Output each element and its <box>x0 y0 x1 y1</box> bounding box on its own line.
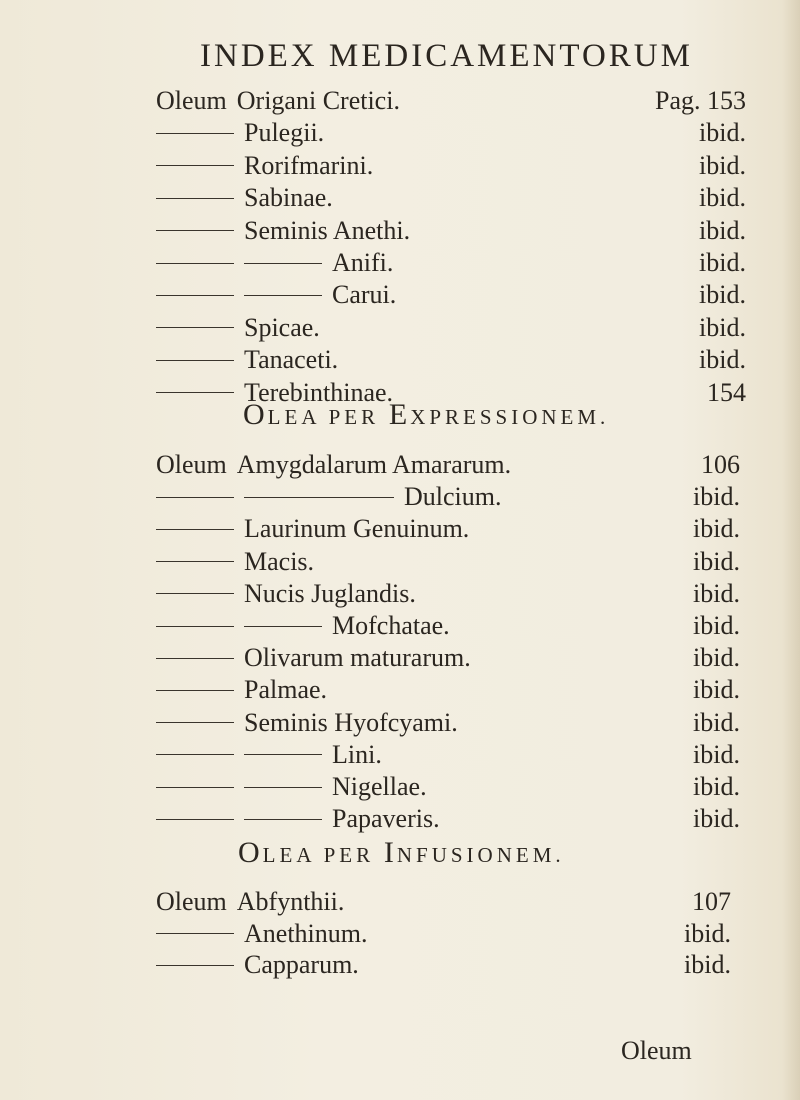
index-entry <box>156 770 776 804</box>
ditto-dash <box>244 295 322 296</box>
entry-name: Laurinum Genuinum. <box>244 514 470 544</box>
entry-name: Rorifmarini. <box>244 150 374 180</box>
entry-name: Nigellae. <box>332 772 427 801</box>
ditto-dash <box>244 754 322 755</box>
ditto-dash <box>156 263 234 264</box>
index-entry <box>156 278 776 312</box>
ditto-dash <box>156 965 234 966</box>
entry-name: Seminis Hyofcyami. <box>244 707 458 737</box>
entry-lead-word: Oleum <box>156 887 227 916</box>
ditto-dash <box>156 133 234 134</box>
entry-page-ref: ibid. <box>684 918 731 948</box>
entry-page-ref: ibid. <box>699 345 746 375</box>
entry-name: Origani Cretici. <box>236 86 400 115</box>
ditto-dash <box>156 360 234 361</box>
entry-page-ref: ibid. <box>693 739 740 769</box>
index-entry <box>156 885 776 919</box>
index-entry <box>156 917 776 951</box>
entry-name: Capparum. <box>244 950 359 979</box>
entry-name: Olivarum maturarum. <box>244 643 471 673</box>
index-entry <box>156 246 776 280</box>
entry-page-ref: ibid. <box>693 804 740 834</box>
entry-lead-word: Oleum <box>156 450 227 479</box>
entry-page-ref: ibid. <box>693 643 740 673</box>
entry-page-ref: ibid. <box>693 578 740 608</box>
ditto-dash <box>244 497 394 498</box>
entry-page-ref: ibid. <box>699 215 746 245</box>
index-entry <box>156 181 776 215</box>
index-entry <box>156 214 776 248</box>
entry-name: Papaveris. <box>332 804 440 834</box>
entry-name: Lini. <box>332 739 382 769</box>
index-entry <box>156 673 776 707</box>
ditto-dash <box>244 626 322 627</box>
index-entry <box>156 116 776 150</box>
entry-page-ref: ibid. <box>693 546 740 576</box>
heading-small-caps: XPRESSIONEM. <box>410 405 610 429</box>
heading-small-caps: NFUSIONEM. <box>396 843 565 867</box>
entry-page-ref: 106 <box>701 450 740 479</box>
index-entry <box>156 706 776 740</box>
entry-name: Tanaceti. <box>244 345 339 375</box>
entry-page-ref: ibid. <box>693 675 740 705</box>
ditto-dash <box>156 933 234 934</box>
index-entry <box>156 545 776 579</box>
catchword: Oleum <box>621 1036 692 1065</box>
entry-name: Dulcium. <box>404 482 502 512</box>
entry-name: Pulegii. <box>244 118 325 148</box>
ditto-dash <box>156 593 234 594</box>
index-entry <box>156 577 776 611</box>
entry-name: Sabinae. <box>244 183 333 213</box>
entry-page-ref: ibid. <box>699 183 746 213</box>
ditto-dash <box>156 658 234 659</box>
index-entry <box>156 738 776 772</box>
index-entry <box>156 149 776 183</box>
entry-page-ref: ibid. <box>684 950 731 979</box>
ditto-dash <box>156 722 234 723</box>
section-heading-expressionem <box>243 398 609 432</box>
heading-initial: E <box>388 398 411 431</box>
entry-name: Seminis Anethi. <box>244 215 411 245</box>
entry-name: Spicae. <box>244 312 320 342</box>
ditto-dash <box>156 295 234 296</box>
ditto-dash <box>156 561 234 562</box>
index-entry <box>156 84 776 118</box>
entry-page-ref: ibid. <box>699 118 746 148</box>
ditto-dash <box>244 819 322 820</box>
entry-page-ref: Pag. 153 <box>655 86 746 115</box>
entry-page-ref: ibid. <box>699 150 746 180</box>
entry-lead-word: Oleum <box>156 86 227 115</box>
entry-name: Mofchatae. <box>332 611 450 640</box>
entry-page-ref: ibid. <box>693 514 740 544</box>
index-entry <box>156 480 776 514</box>
entry-page-ref: ibid. <box>699 280 746 310</box>
index-entry <box>156 448 776 482</box>
index-entry <box>156 609 776 643</box>
entry-page-ref: 107 <box>692 887 731 916</box>
ditto-dash <box>156 392 234 393</box>
entry-name: Abfynthii. <box>236 887 345 916</box>
entry-page-ref: ibid. <box>693 482 740 512</box>
entry-name: Amygdalarum Amararum. <box>236 450 512 479</box>
page-edge-shadow <box>782 0 800 1100</box>
ditto-dash <box>156 327 234 328</box>
heading-initial: O <box>238 836 263 869</box>
entry-page-ref: ibid. <box>693 772 740 801</box>
heading-small-caps: LEA PER <box>262 843 375 867</box>
entry-name: Terebinthinae. <box>244 377 394 407</box>
index-entry <box>156 343 776 377</box>
entry-name: Carui. <box>332 280 397 310</box>
ditto-dash <box>156 787 234 788</box>
entry-name: Anifi. <box>332 248 394 277</box>
entry-page-ref: ibid. <box>693 611 740 640</box>
ditto-dash <box>156 754 234 755</box>
page-header-title: INDEX MEDICAMENTORUM <box>200 38 693 74</box>
heading-small-caps: LEA PER <box>267 405 380 429</box>
ditto-dash <box>156 690 234 691</box>
entry-page-ref: 154 <box>707 377 746 407</box>
ditto-dash <box>156 165 234 166</box>
index-entry <box>156 641 776 675</box>
ditto-dash <box>156 230 234 231</box>
heading-initial: I <box>383 836 397 869</box>
heading-initial: O <box>243 398 268 431</box>
entry-page-ref: ibid. <box>699 248 746 277</box>
index-entry <box>156 512 776 546</box>
entry-name: Palmae. <box>244 675 328 705</box>
section-heading-infusionem <box>238 836 565 870</box>
ditto-dash <box>244 787 322 788</box>
ditto-dash <box>156 626 234 627</box>
index-entry <box>156 802 776 836</box>
index-entry <box>156 311 776 345</box>
entry-name: Anethinum. <box>244 918 368 948</box>
ditto-dash <box>156 529 234 530</box>
entry-page-ref: ibid. <box>699 312 746 342</box>
ditto-dash <box>156 819 234 820</box>
entry-name: Macis. <box>244 546 315 576</box>
ditto-dash <box>156 198 234 199</box>
ditto-dash <box>244 263 322 264</box>
index-entry <box>156 948 776 982</box>
entry-page-ref: ibid. <box>693 707 740 737</box>
ditto-dash <box>156 497 234 498</box>
entry-name: Nucis Juglandis. <box>244 578 416 608</box>
